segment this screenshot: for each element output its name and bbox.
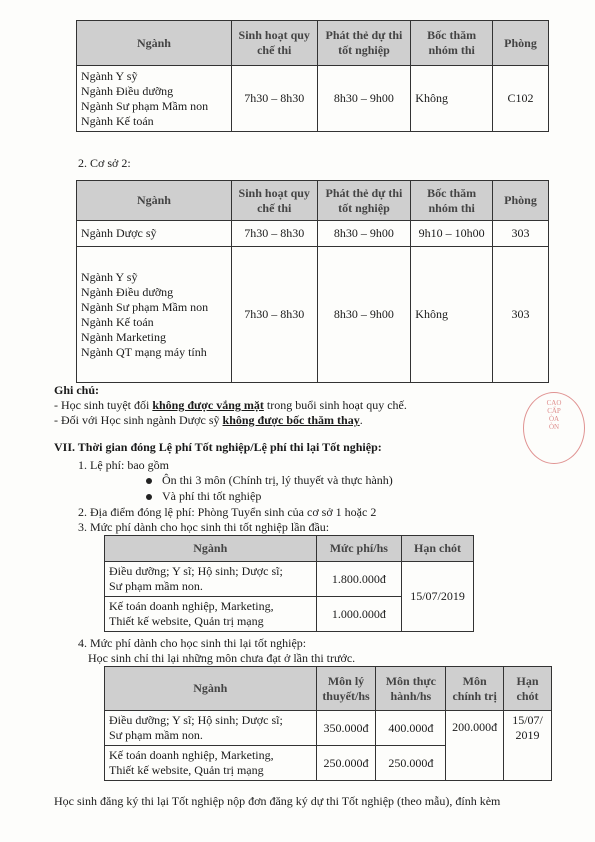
header-nganh: Ngành [105,536,317,562]
phat-the-cell: 8h30 – 9h00 [317,221,411,247]
table-header-row [105,667,552,711]
nganh-cell [105,711,317,746]
major-item: Ngành Điều dưỡng [81,284,174,299]
sinh-hoat-cell: 7h30 – 8h30 [231,221,317,247]
major-cell: Ngành Dược sỹ [77,221,232,247]
sinh-hoat-cell: 7h30 – 8h30 [231,66,317,132]
major-item: Ngành Y sỹ [81,269,138,284]
major-item: Ngành Y sỹ [81,68,138,83]
table-row [105,711,552,746]
note-text: trong buổi sinh hoạt quy chế. [263,398,407,412]
header-sinh-hoat: Sinh hoạt quy chế thi [231,181,317,221]
header-phat-the: Phát thẻ dự thi tốt nghiệp [317,21,411,66]
header-chinh-tri: Môn chính trị [446,667,504,711]
item-4: 4. Mức phí dành cho học sinh thi lại tốt nghiệp: [78,636,307,650]
phat-the-cell: 8h30 – 9h00 [317,247,411,383]
stamp-text: CAO [546,399,562,407]
item-4-note: Học sinh chỉ thi lại những môn chưa đạt ở lần thi trước. [88,651,356,665]
nganh-line: Kế toán doanh nghiệp, Marketing, [109,748,274,762]
nganh-cell [105,746,317,781]
nganh-line: Điều dưỡng; Y sĩ; Hộ sinh; Dược sĩ; [109,564,283,578]
deadline-cell: 15/07/2019 [402,562,474,632]
ly-thuyet-cell: 350.000đ [316,711,376,746]
fee-table-first-time [104,535,474,632]
majors-cell [77,247,232,383]
stamp-text: CẤP [547,407,561,415]
item-2: 2. Địa điểm đóng lệ phí: Phòng Tuyển sinh của cơ sở 1 hoặc 2 [78,505,377,519]
fee-cell: 1.800.000đ [316,562,402,597]
section-vii-title: VII. Thời gian đóng Lệ phí Tốt nghiệp/Lệ phí thi lại Tốt nghiệp: [54,440,382,454]
header-nganh: Ngành [77,181,232,221]
bullet-item [146,489,261,504]
major-item: Ngành QT mạng máy tính [81,344,207,359]
table-header-row [77,181,549,221]
boc-tham-cell: Không [411,247,493,383]
header-boc-tham: Bốc thăm nhóm thi [411,181,493,221]
coso2-label: 2. Cơ sở 2: [78,156,131,170]
bullet-text: Và phí thi tốt nghiệp [162,489,262,503]
table-header-row [105,536,474,562]
note-text: - Học sinh tuyệt đối [54,398,153,412]
thuc-hanh-cell: 250.000đ [376,746,446,781]
nganh-line: Sư phạm mầm non. [109,579,203,593]
header-thuc-hanh: Môn thực hành/hs [376,667,446,711]
phong-cell: C102 [493,66,549,132]
boc-tham-cell: Không [411,66,493,132]
table-header-row [77,21,549,66]
fee-table-retake [104,666,552,781]
header-nganh: Ngành [77,21,232,66]
nganh-cell [105,597,317,632]
header-nganh: Ngành [105,667,317,711]
schedule-table-coso2 [76,180,549,383]
header-boc-tham: Bốc thăm nhóm thi [411,21,493,66]
bullet-item [146,473,393,488]
major-item: Ngành Sư phạm Mầm non [81,299,209,314]
major-item: Ngành Kế toán [81,113,154,128]
major-item: Ngành Điều dưỡng [81,83,174,98]
table-row [77,66,549,132]
stamp-text: ÒA [548,415,560,423]
bullet-text: Ôn thi 3 môn (Chính trị, lý thuyết và thực hành) [162,473,393,487]
sinh-hoat-cell: 7h30 – 8h30 [231,247,317,383]
nganh-line: Kế toán doanh nghiệp, Marketing, [109,599,274,613]
note-emphasis: không được vắng mặt [152,398,264,412]
boc-tham-cell: 9h10 – 10h00 [411,221,493,247]
stamp-text: ÒN [548,423,560,431]
header-phong: Phòng [493,21,549,66]
header-ly-thuyet: Môn lý thuyết/hs [316,667,376,711]
bullet-dot [146,494,152,500]
chinh-tri-cell: 200.000đ [446,711,504,781]
note-text: - Đối với Học sinh ngành Dược sỹ [54,413,223,427]
header-muc-phi: Mức phí/hs [316,536,402,562]
nganh-line: Thiết kế website, Quản trị mạng [109,763,264,777]
note-emphasis: không được bốc thăm thay [222,413,360,427]
notes-title: Ghi chú: [54,383,100,397]
nganh-cell [105,562,317,597]
official-stamp [523,392,585,464]
table-row [77,221,549,247]
nganh-line: Thiết kế website, Quản trị mạng [109,614,264,628]
major-item: Ngành Kế toán [81,314,154,329]
ly-thuyet-cell: 250.000đ [316,746,376,781]
header-sinh-hoat: Sinh hoạt quy chế thi [231,21,317,66]
item-3: 3. Mức phí dành cho học sinh thi tốt nghiệp lần đầu: [78,520,330,534]
header-phat-the: Phát thẻ dự thi tốt nghiệp [317,181,411,221]
phong-cell: 303 [493,247,549,383]
footer-text: Học sinh đăng ký thi lại Tốt nghiệp nộp đơn đăng ký dự thi Tốt nghiệp (theo mẫu), đính kèm [54,794,501,808]
item-1: 1. Lệ phí: bao gồm [78,458,169,472]
nganh-line: Điều dưỡng; Y sĩ; Hộ sinh; Dược sĩ; [109,713,283,727]
major-item: Ngành Sư phạm Mầm non [81,98,209,113]
fee-cell: 1.000.000đ [316,597,402,632]
note-1 [54,398,407,413]
schedule-table-coso1 [76,20,549,132]
header-han-chot: Hạn chót [504,667,552,711]
thuc-hanh-cell: 400.000đ [376,711,446,746]
header-han-chot: Hạn chót [402,536,474,562]
deadline-cell: 15/07/ 2019 [504,711,552,781]
phong-cell: 303 [493,221,549,247]
phat-the-cell: 8h30 – 9h00 [317,66,411,132]
table-row [77,247,549,383]
nganh-line: Sư phạm mầm non. [109,728,203,742]
note-text: . [359,413,363,427]
bullet-dot [146,478,152,484]
majors-cell [77,66,232,132]
table-row [105,562,474,597]
header-phong: Phòng [493,181,549,221]
major-item: Ngành Marketing [81,329,166,344]
note-2 [54,413,363,428]
